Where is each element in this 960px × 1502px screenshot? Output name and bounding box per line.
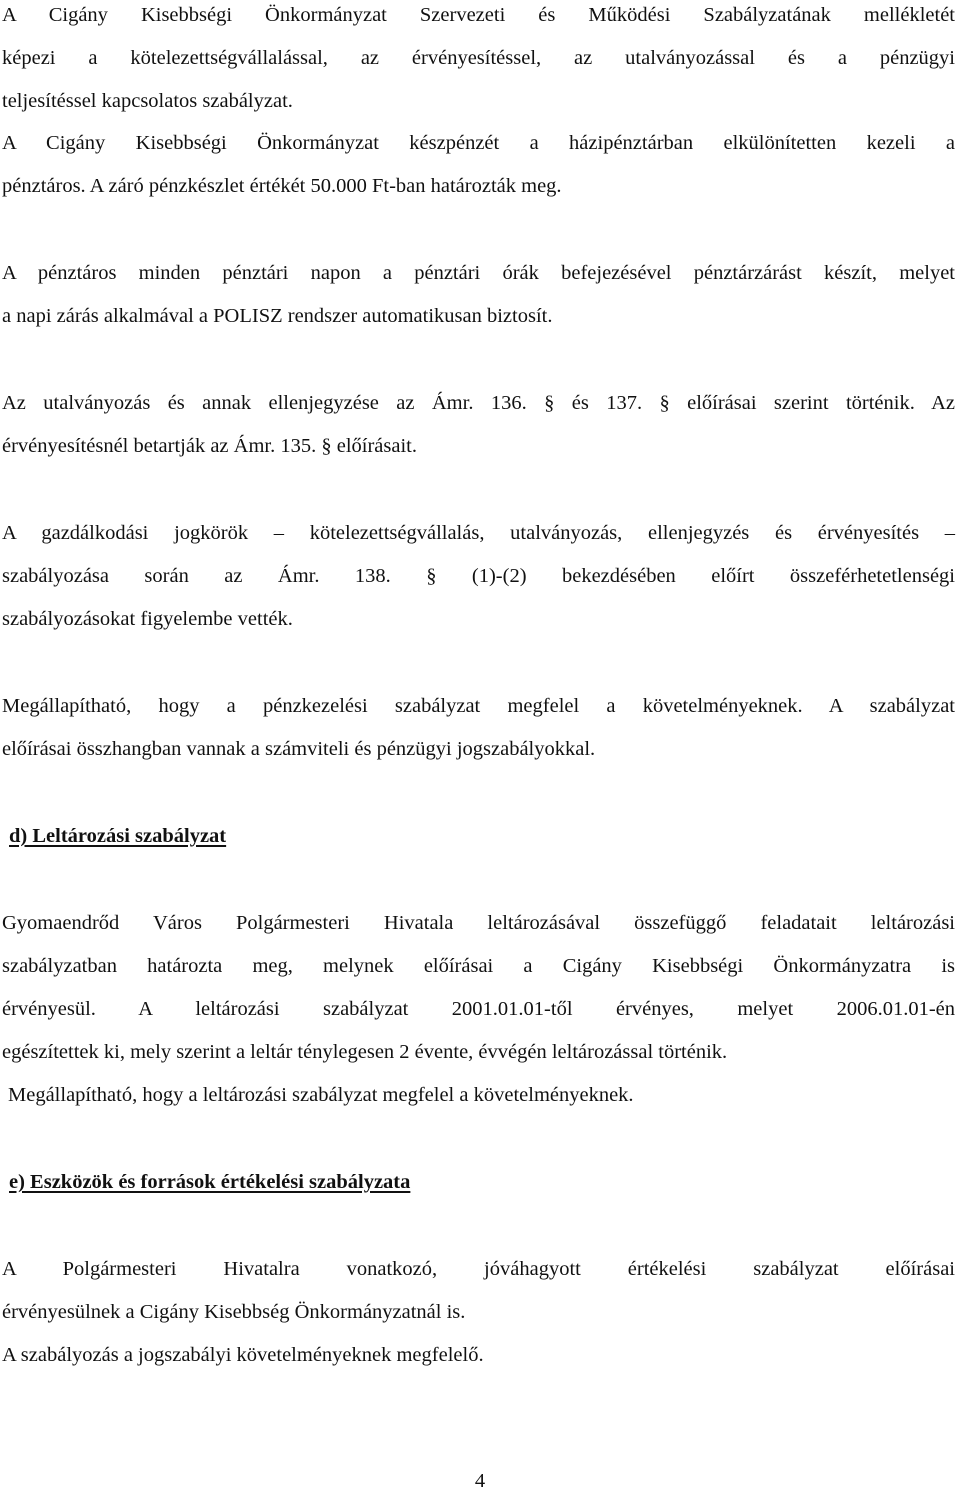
section-e-heading: e) Eszközök és források értékelési szabályzata — [9, 1171, 411, 1193]
paragraph-4-line-2: szabályozása során az Ámr. 138. § (1)-(2) bekezdésében előírt összeférhetetlenségi — [2, 565, 955, 587]
paragraph-4-line-3: szabályozásokat figyelembe vették. — [2, 608, 293, 630]
paragraph-2-line-2: a napi zárás alkalmával a POLISZ rendszer automatikusan biztosít. — [2, 305, 553, 327]
section-d-line-4: egészítettek ki, mely szerint a leltár ténylegesen 2 évente, évvégén leltározással történik. — [2, 1041, 728, 1063]
section-e-line-3: A szabályozás a jogszabályi követelményeknek megfelelő. — [2, 1344, 484, 1366]
paragraph-1-line-4: A Cigány Kisebbségi Önkormányzat készpénzét a házipénztárban elkülönítetten kezeli a — [2, 132, 955, 154]
paragraph-4-line-1: A gazdálkodási jogkörök – kötelezettségvállalás, utalványozás, ellenjegyzés és érvényesítés – — [2, 522, 955, 544]
paragraph-1-line-2: képezi a kötelezettségvállalással, az érvényesítéssel, az utalványozással és a pénzügyi — [2, 47, 955, 69]
paragraph-2-line-1: A pénztáros minden pénztári napon a pénztári órák befejezésével pénztárzárást készít, melyet — [2, 262, 955, 284]
paragraph-1-line-5: pénztáros. A záró pénzkészlet értékét 50.000 Ft-ban határozták meg. — [2, 175, 562, 197]
section-d-line-3: érvényesül. A leltározási szabályzat 2001.01.01-től érvényes, melyet 2006.01.01-én — [2, 998, 955, 1020]
section-e-line-1: A Polgármesteri Hivatalra vonatkozó, jóváhagyott értékelési szabályzat előírásai — [2, 1258, 955, 1280]
paragraph-3-line-1: Az utalványozás és annak ellenjegyzése az Ámr. 136. § és 137. § előírásai szerint történik. Az — [2, 392, 955, 414]
section-d-line-1: Gyomaendrőd Város Polgármesteri Hivatala leltározásával összefüggő feladatait leltározási — [2, 912, 955, 934]
paragraph-5-line-2: előírásai összhangban vannak a számviteli és pénzügyi jogszabályokkal. — [2, 738, 596, 760]
section-e-line-2: érvényesülnek a Cigány Kisebbség Önkormányzatnál is. — [2, 1301, 466, 1323]
paragraph-5-line-1: Megállapítható, hogy a pénzkezelési szabályzat megfelel a követelményeknek. A szabályzat — [2, 695, 955, 717]
section-d-line-2: szabályzatban határozta meg, melynek előírásai a Cigány Kisebbségi Önkormányzatra is — [2, 955, 955, 977]
paragraph-3-line-2: érvényesítésnél betartják az Ámr. 135. § előírásait. — [2, 435, 417, 457]
paragraph-1-line-3: teljesítéssel kapcsolatos szabályzat. — [2, 90, 293, 112]
page-number: 4 — [474, 1470, 486, 1492]
section-d-heading: d) Leltározási szabályzat — [9, 825, 227, 847]
section-d-line-5: Megállapítható, hogy a leltározási szabályzat megfelel a követelményeknek. — [8, 1084, 634, 1106]
paragraph-1-line-1: A Cigány Kisebbségi Önkormányzat Szervezeti és Működési Szabályzatának mellékletét — [2, 4, 955, 26]
